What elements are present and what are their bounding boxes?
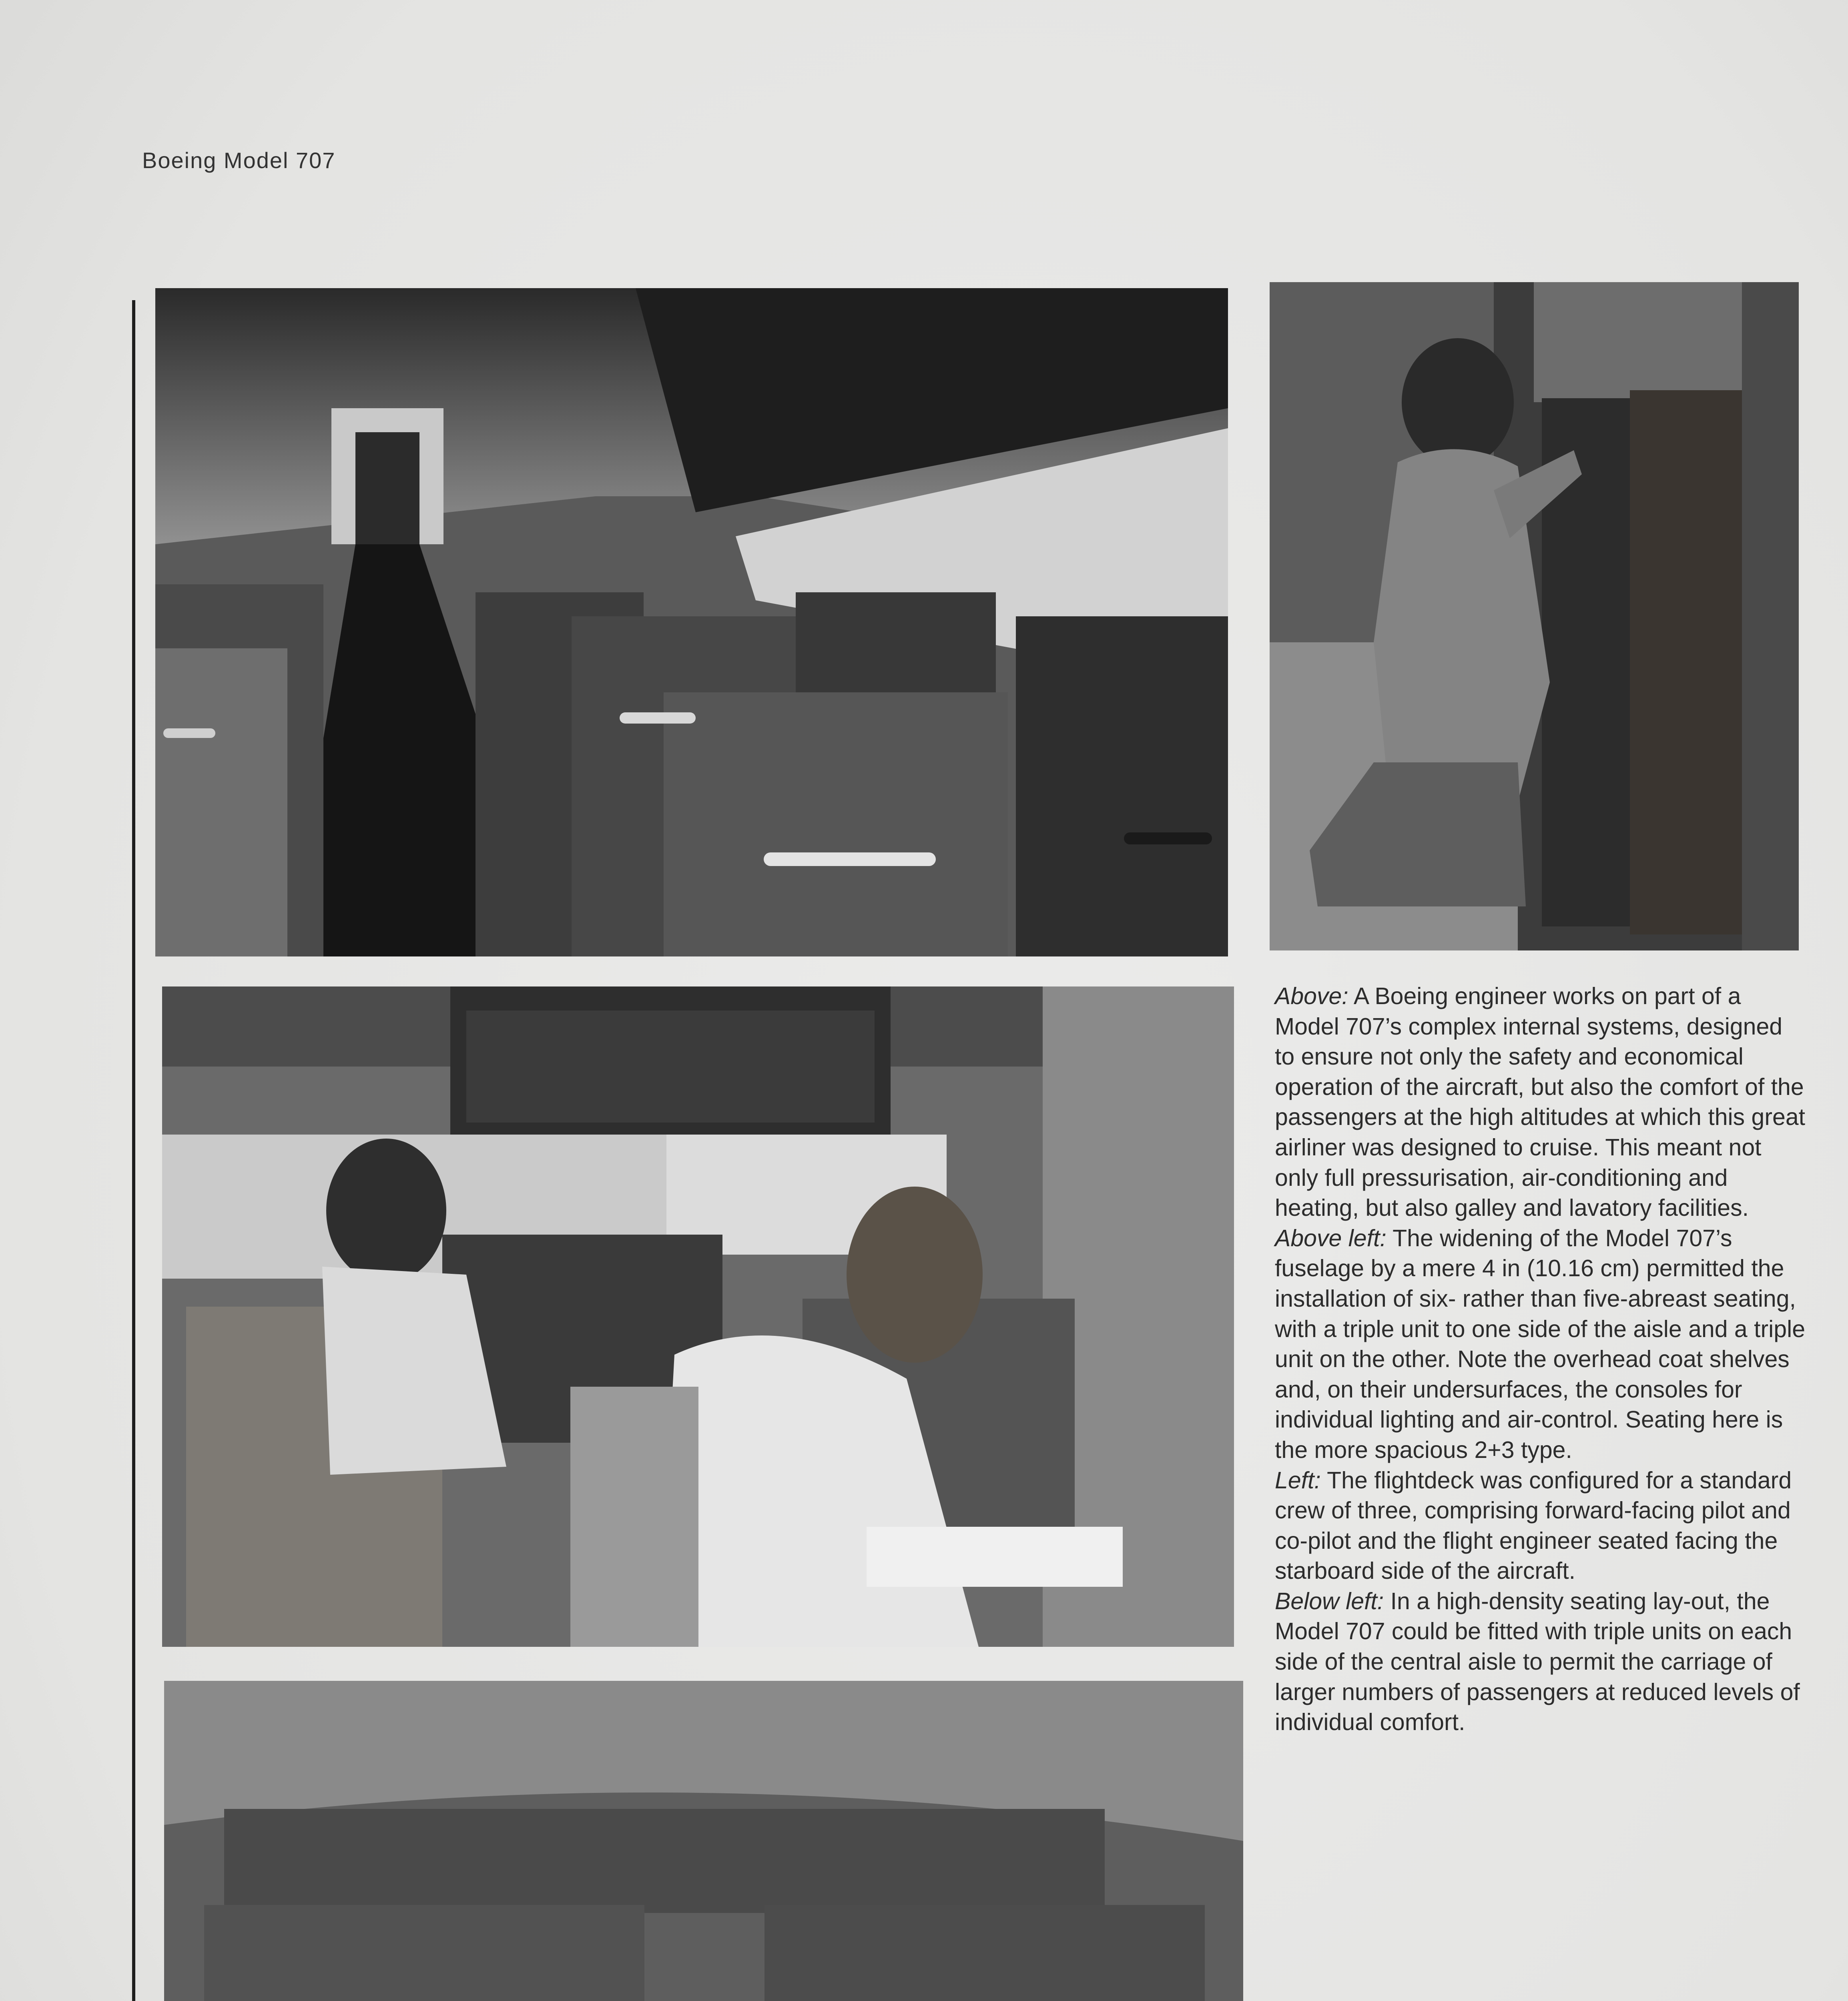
caption-below-left: Below left: In a high-density seating lay-out, the Model 707 could be fitted with triple units on each side of the central aisle to permit the carriage of larger numbers of passengers at reduced levels of individual comfort. <box>1275 1588 1800 1736</box>
running-head: Boeing Model 707 <box>142 148 336 173</box>
caption-above: Above: A Boeing engineer works on part of a Model 707’s complex internal systems, designed to ensure not only the safety and economical operation of the aircraft, but also the comfort of the passengers at the high altitudes at which this great airliner was designed to cruise. This meant not only full pressurisation, air-conditioning and heating, but also galley and lavatory facilities. <box>1275 983 1806 1221</box>
photo-captions <box>1275 981 1807 1738</box>
caption-left: Left: The flightdeck was configured for a standard crew of three, comprising forward-facing pilot and co-pilot and the flight engineer seated facing the starboard side of the aircraft. <box>1275 1467 1792 1584</box>
dense-cabin-photo <box>164 1681 1243 2001</box>
engineer-photo <box>1270 282 1799 950</box>
vertical-rule <box>132 300 135 2001</box>
cabin-aisle-photo <box>155 288 1228 956</box>
flightdeck-photo <box>162 986 1234 1647</box>
caption-above-left: Above left: The widening of the Model 707’s fuselage by a mere 4 in (10.16 cm) permitted the installation of six- rather than five-abreast seating, with a triple unit to one side of the aisle and a triple unit on the other. Note the overhead coat shelves and, on their undersurfaces, the consoles for individual lighting and air-control. Seating here is the more spacious 2+3 type. <box>1275 1225 1806 1463</box>
